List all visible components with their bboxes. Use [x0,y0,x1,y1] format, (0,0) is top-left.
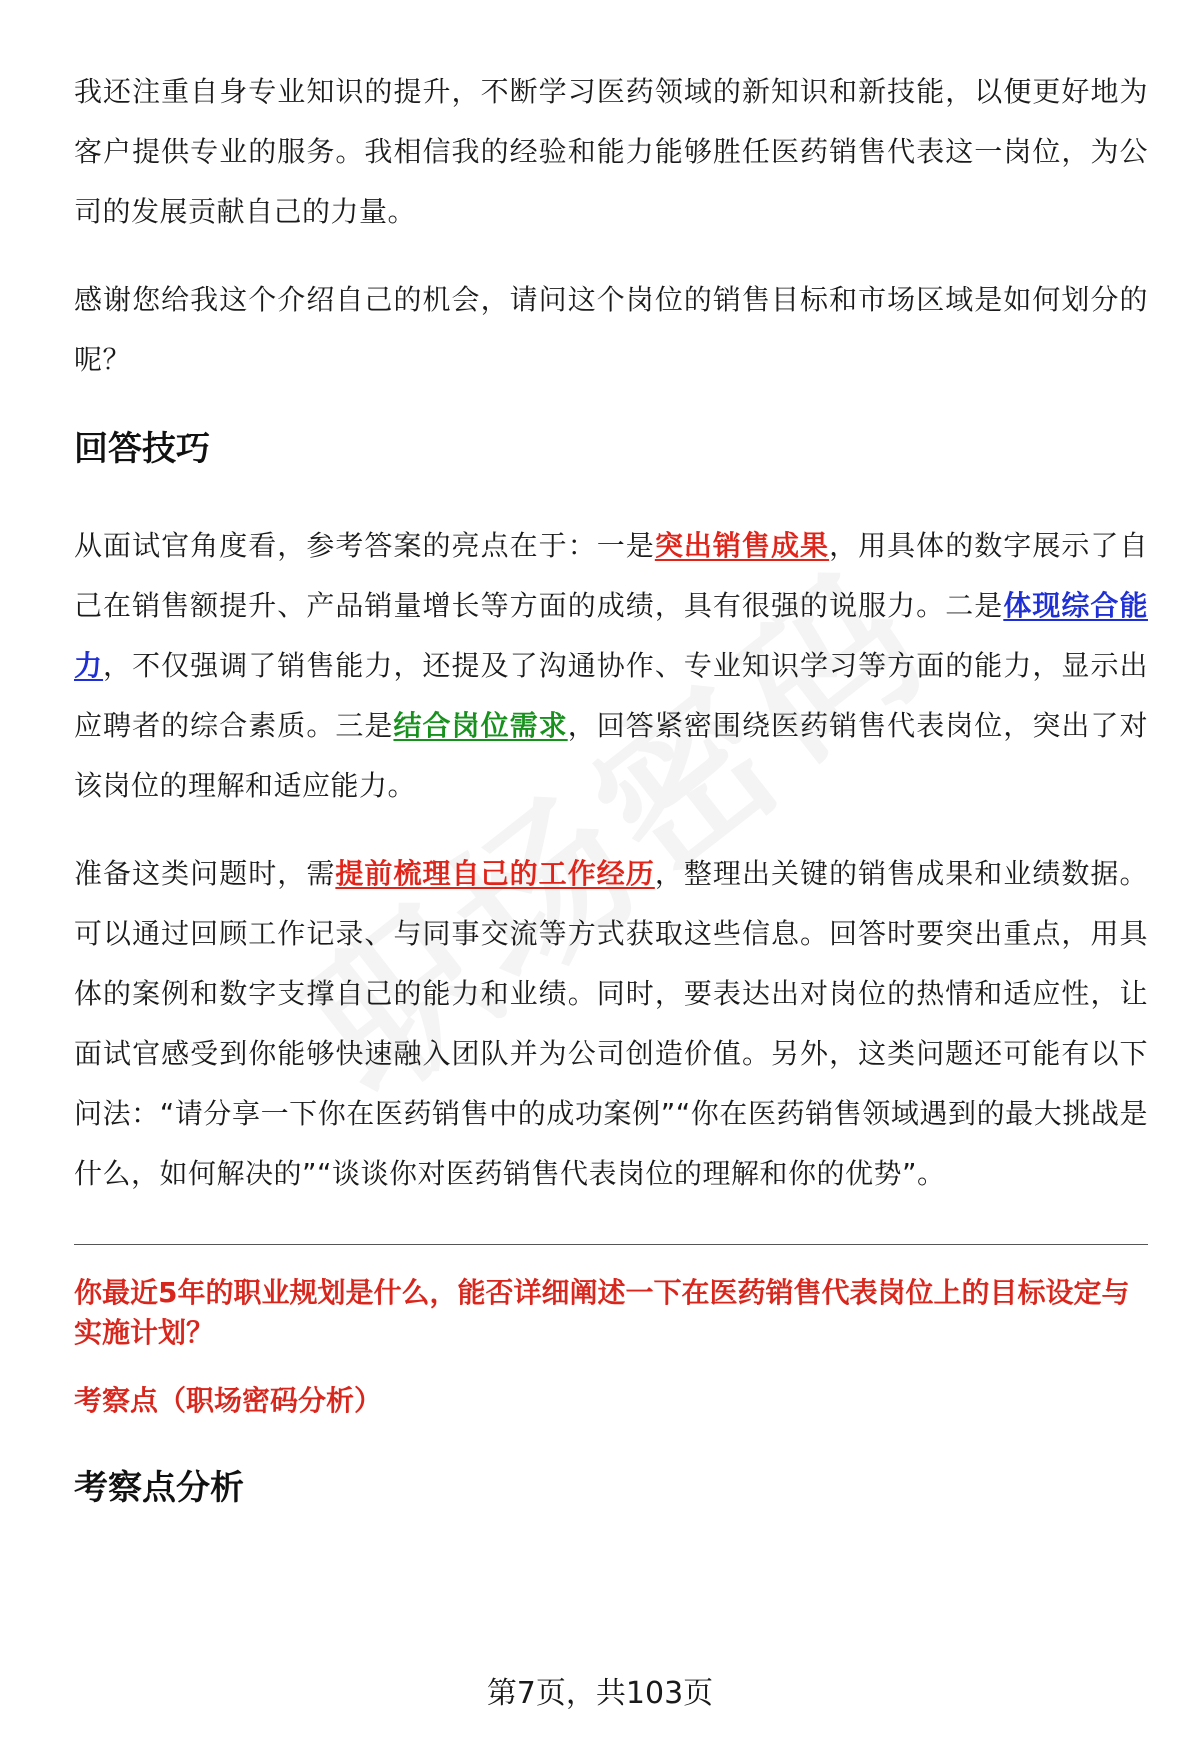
text-segment: ，不仅强调了销售能力，还提及了沟通协作、专业知识学习等方面的能力，显示出应聘者的综合素质。三是 [74,649,1148,742]
highlight-review-experience: 提前梳理自己的工作经历 [335,857,655,890]
text-segment: ，整理出关键的销售成果和业绩数据。可以通过回顾工作记录、与同事交流等方式获取这些信息。回答时要突出重点，用具体的案例和数字支撑自己的能力和业绩。同时，要表达出对岗位的热情和适应性，让面试官感受到你能够快速融入团队并为公司创造价值。另外，这类问题还可能有以下问法：“请分享一下你在医药销售中的成功案例”“你在医药销售领域遇到的最大挑战是什么，如何解决的”“谈谈你对医药销售代表岗位的理解和你的优势”。 [74,857,1148,1190]
paragraph-tips-highlights [74,516,1148,816]
highlight-comprehensive-ability: 体现综合能力 [74,589,1148,682]
highlight-sales-results: 突出销售成果 [654,529,830,562]
page-number: 第7页，共103页 [486,1676,714,1711]
paragraph-tips-preparation [74,844,1148,1204]
highlight-job-requirements: 结合岗位需求 [393,709,568,742]
page-content [74,62,1148,1513]
text-segment: ，用具体的数字展示了自己在销售额提升、产品销量增长等方面的成绩，具有很强的说服力。二是 [74,529,1148,622]
paragraph-experience: 我还注重自身专业知识的提升，不断学习医药领域的新知识和新技能，以便更好地为客户提供专业的服务。我相信我的经验和能力能够胜任医药销售代表这一岗位，为公司的发展贡献自己的力量。 [74,75,1148,228]
question-title: 你最近5年的职业规划是什么，能否详细阐述一下在医药销售代表岗位上的目标设定与实施计划？ [74,1276,1130,1349]
section-heading-tips: 回答技巧 [74,429,210,469]
paragraph-closing-question: 感谢您给我这个介绍自己的机会，请问这个岗位的销售目标和市场区域是如何划分的呢？ [74,283,1148,376]
question-subtitle: 考察点（职场密码分析） [74,1384,383,1417]
section-divider [74,1244,1148,1245]
text-segment: 从面试官角度看，参考答案的亮点在于：一是 [74,529,655,562]
section-heading-analysis: 考察点分析 [74,1468,244,1508]
text-segment: ，回答紧密围绕医药销售代表岗位，突出了对该岗位的理解和适应能力。 [74,709,1148,802]
text-segment: 准备这类问题时，需 [74,857,336,890]
